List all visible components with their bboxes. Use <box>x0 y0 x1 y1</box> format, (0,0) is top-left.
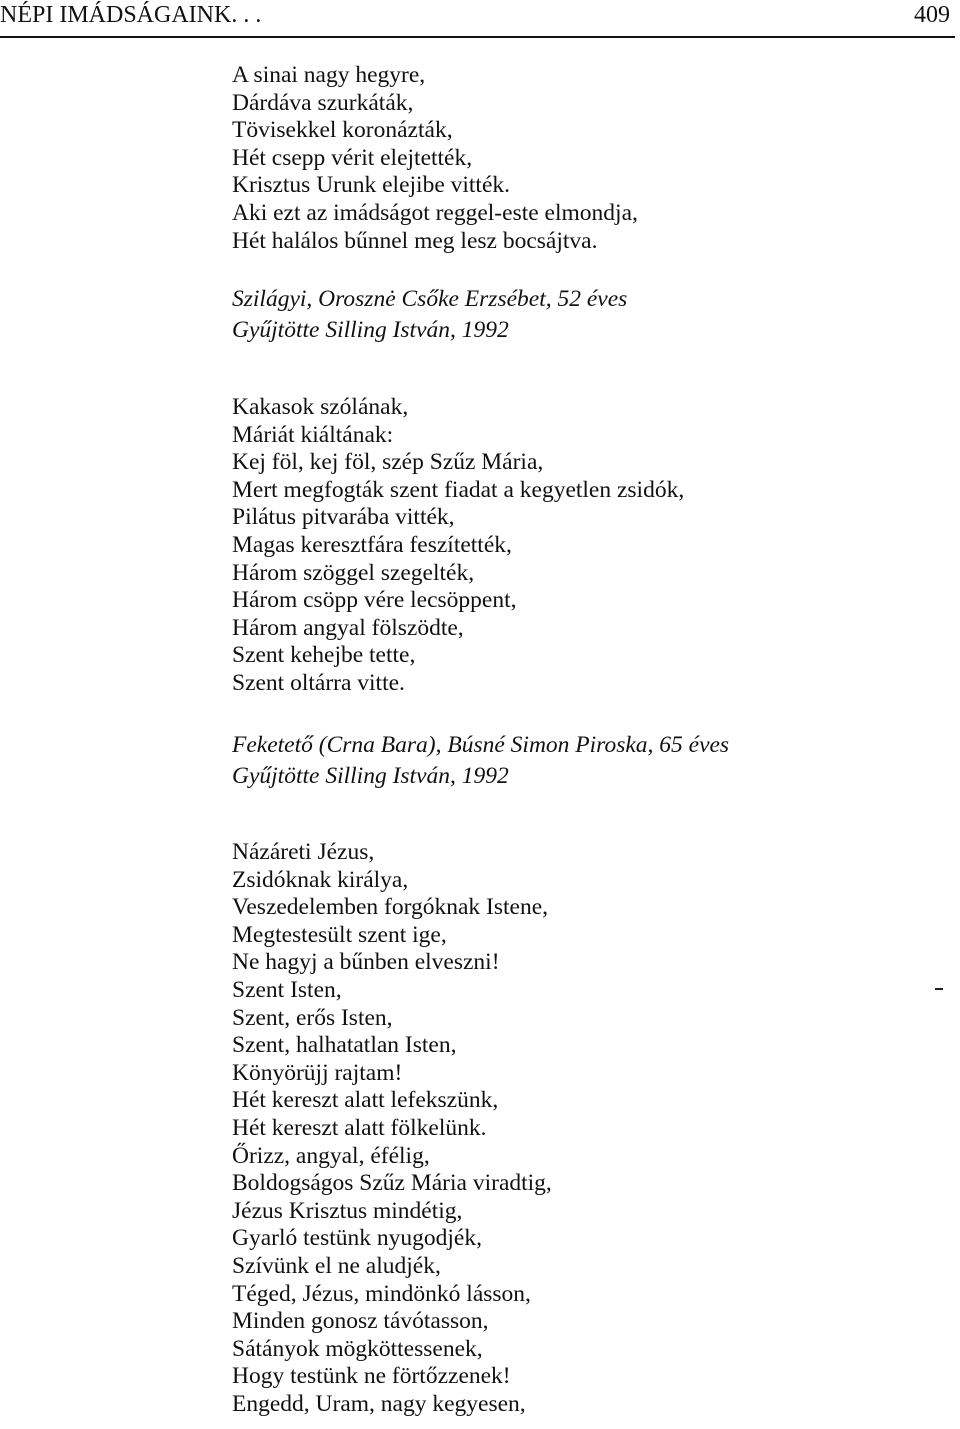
verse-line: Engedd, Uram, nagy kegyesen, <box>232 1390 526 1417</box>
verse-line: Gyarló testünk nyugodjék, <box>232 1225 482 1252</box>
prayer-1 <box>232 62 638 255</box>
verse-line: Őrizz, angyal, éfélig, <box>232 1142 430 1169</box>
verse-line: Szívünk el ne aludjék, <box>232 1252 441 1279</box>
verse-line: Krisztus Urunk elejibe vitték. <box>232 172 511 199</box>
collector-line: Gyűjtötte Silling István, 1992 <box>232 317 509 343</box>
verse-line: Kakasok szólának, <box>232 394 409 420</box>
verse-line: Sátányok mögköttessenek, <box>232 1335 483 1362</box>
page-header <box>0 0 955 40</box>
verse-line: Názáreti Jézus, <box>232 839 375 865</box>
verse-line: Szent, halhatatlan Isten, <box>232 1032 457 1059</box>
verse-line: Magas keresztfára feszítették, <box>232 531 512 558</box>
verse-line: Minden gonosz távótasson, <box>232 1308 489 1335</box>
verse-line: Hét kereszt alatt fölkelünk. <box>232 1114 487 1141</box>
verse-line: Szent oltárra vitte. <box>232 669 405 696</box>
verse-line: Hét halálos bűnnel meg lesz bocsájtva. <box>232 227 598 254</box>
prayer-3 <box>232 839 552 1418</box>
verse-line: Veszedelemben forgóknak Istene, <box>232 894 549 921</box>
verse-line: Ne hagyj a bűnben elveszni! <box>232 949 500 976</box>
verse-line: Téged, Jézus, mindönkó lásson, <box>232 1280 531 1307</box>
verse-line: Szent, erős Isten, <box>232 1004 393 1031</box>
verse-line: Szent kehejbe tette, <box>232 642 416 669</box>
header-rule <box>0 36 955 38</box>
verse-line: Aki ezt az imádságot reggel-este elmondja, <box>232 199 638 226</box>
verse-line: Máriát kiáltának: <box>232 421 394 448</box>
verse-line: Megtestesült szent ige, <box>232 921 447 948</box>
verse-line: Dárdáva szurkáták, <box>232 89 414 116</box>
verse-line: Három szöggel szegelték, <box>232 559 475 586</box>
stray-mark <box>935 988 943 990</box>
verse-line: Három csöpp vére lecsöppent, <box>232 587 517 614</box>
collector-line: Gyűjtötte Silling István, 1992 <box>232 763 509 789</box>
verse-line: Szent Isten, <box>232 976 342 1003</box>
verse-line: Pilátus pitvarába vitték, <box>232 504 455 531</box>
verse-line: A sinai nagy hegyre, <box>232 62 426 88</box>
verse-line: Hét kereszt alatt lefekszünk, <box>232 1087 499 1114</box>
prayer-2 <box>232 394 684 698</box>
verse-line: Tövisekkel koronázták, <box>232 117 453 144</box>
verse-line: Három angyal fölszödte, <box>232 614 464 641</box>
informant-line: Feketető (Crna Bara), Búsné Simon Piroska, 65 éves <box>232 732 730 758</box>
verse-line: Zsidóknak királya, <box>232 866 409 893</box>
prayer-2-credit <box>232 730 729 792</box>
verse-line: Könyörüjj rajtam! <box>232 1059 403 1086</box>
verse-line: Kej föl, kej föl, szép Szűz Mária, <box>232 449 544 476</box>
verse-line: Hét csepp vérit elejtették, <box>232 144 473 171</box>
verse-line: Jézus Krisztus mindétig, <box>232 1197 463 1224</box>
prayer-1-credit <box>232 284 627 346</box>
page-number: 409 <box>914 2 950 28</box>
informant-line: Szilágyi, Orosznė Csőke Erzsébet, 52 éves <box>232 286 628 312</box>
verse-line: Boldogságos Szűz Mária viradtig, <box>232 1170 552 1197</box>
running-title: NÉPI IMÁDSÁGAINK. . . <box>0 2 262 28</box>
verse-line: Hogy testünk ne förtőzzenek! <box>232 1363 511 1390</box>
verse-line: Mert megfogták szent fiadat a kegyetlen zsidók, <box>232 476 685 503</box>
